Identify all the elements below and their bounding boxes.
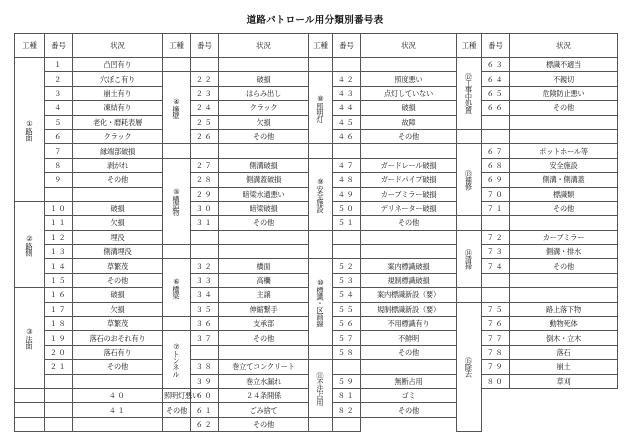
number-cell xyxy=(45,187,73,201)
number-cell: ６２ xyxy=(191,417,219,431)
number-cell: １７ xyxy=(45,302,73,316)
table-row xyxy=(15,72,618,86)
classification-table xyxy=(14,33,618,432)
status-cell: ポットホール等 xyxy=(510,144,618,158)
number-cell: ４８ xyxy=(333,173,361,187)
table-row xyxy=(15,417,618,431)
category-cell-empty xyxy=(309,58,333,72)
number-cell: ４１ xyxy=(73,403,163,417)
category-cell-empty xyxy=(309,144,333,158)
status-cell: 巻立水漏れ xyxy=(219,374,309,388)
number-cell: ７６ xyxy=(482,317,510,331)
header-status: 状況 xyxy=(510,34,618,58)
number-cell xyxy=(15,388,45,402)
status-cell: その他 xyxy=(219,331,309,345)
status-cell xyxy=(219,144,309,158)
number-cell: ２１ xyxy=(45,360,73,374)
status-cell: その他 xyxy=(219,216,309,230)
number-cell xyxy=(482,115,510,129)
number-cell: ４４ xyxy=(333,101,361,115)
number-cell xyxy=(191,345,219,359)
table-row xyxy=(15,259,618,273)
status-cell: その他 xyxy=(361,129,457,143)
status-cell: 側溝埋没 xyxy=(73,245,163,259)
status-cell xyxy=(219,245,309,259)
status-cell: 危険防止悪い xyxy=(510,86,618,100)
number-cell: ５４ xyxy=(333,288,361,302)
status-cell: その他 xyxy=(163,403,191,417)
status-cell xyxy=(219,230,309,244)
status-cell: 草繁茂 xyxy=(73,259,163,273)
status-cell: 標識類 xyxy=(510,187,618,201)
status-cell: 高欄 xyxy=(219,273,309,287)
number-cell: ３３ xyxy=(191,273,219,287)
status-cell: その他 xyxy=(219,417,309,431)
status-cell xyxy=(510,273,618,287)
number-cell: １９ xyxy=(45,331,73,345)
status-cell: その他 xyxy=(361,345,457,359)
header-kind: 工種 xyxy=(309,34,333,58)
status-cell xyxy=(163,417,191,431)
number-cell xyxy=(333,360,361,374)
status-cell: ２４条開係 xyxy=(219,388,309,402)
number-cell: ２５ xyxy=(191,115,219,129)
number-cell: ５ xyxy=(45,115,73,129)
number-cell: ６５ xyxy=(482,86,510,100)
header-row xyxy=(15,34,618,58)
status-cell: その他 xyxy=(73,360,163,374)
number-cell: ５５ xyxy=(333,302,361,316)
status-cell: 点灯していない xyxy=(361,86,457,100)
status-cell: クラック xyxy=(73,129,163,143)
status-cell: 凸凹有り xyxy=(73,58,163,72)
status-cell: 欠損 xyxy=(219,115,309,129)
number-cell xyxy=(191,144,219,158)
status-cell xyxy=(73,187,163,201)
table-row xyxy=(15,360,618,374)
status-cell xyxy=(361,144,457,158)
category-cell-empty xyxy=(309,345,333,359)
number-cell: ２８ xyxy=(191,173,219,187)
status-cell: 崩土有り xyxy=(73,86,163,100)
number-cell: １２ xyxy=(45,230,73,244)
status-cell xyxy=(361,230,457,244)
header-kind: 工種 xyxy=(163,34,191,58)
table-row xyxy=(15,58,618,72)
number-cell xyxy=(191,58,219,72)
number-cell: ２４ xyxy=(191,101,219,115)
number-cell: ６６ xyxy=(482,101,510,115)
number-cell xyxy=(333,230,361,244)
status-cell: 穴ぼこ有り xyxy=(73,72,163,86)
number-cell: ３２ xyxy=(191,259,219,273)
number-cell: ３４ xyxy=(191,288,219,302)
status-cell: 不用標識有り xyxy=(361,317,457,331)
status-cell: 規制標識新設（要） xyxy=(361,302,457,316)
number-cell: ５３ xyxy=(333,273,361,287)
status-cell: 落石のおそれ有り xyxy=(73,331,163,345)
category-cell: ④擁壁 xyxy=(163,72,191,144)
header-status: 状況 xyxy=(219,34,309,58)
number-cell: ２６ xyxy=(191,129,219,143)
number-cell: １ xyxy=(45,58,73,72)
header-status: 状況 xyxy=(73,34,163,58)
number-cell: ６９ xyxy=(482,173,510,187)
number-cell: ３８ xyxy=(191,360,219,374)
number-cell: ３ xyxy=(45,86,73,100)
status-cell: 巻立てコンクリート xyxy=(219,360,309,374)
number-cell: ２ xyxy=(45,72,73,86)
status-cell: カーブミラー破損 xyxy=(361,187,457,201)
page-title: 道路パトロール用分類別番号表 xyxy=(246,15,384,26)
status-cell: その他 xyxy=(510,201,618,215)
number-cell xyxy=(482,273,510,287)
number-cell: ６７ xyxy=(482,144,510,158)
status-cell: 破損 xyxy=(361,101,457,115)
status-cell: 故障 xyxy=(361,115,457,129)
number-cell xyxy=(191,230,219,244)
status-cell: 側溝・側溝蓋 xyxy=(510,173,618,187)
status-cell: 崩土 xyxy=(510,360,618,374)
category-cell: ①路面 xyxy=(15,58,45,202)
number-cell: ６ xyxy=(45,129,73,143)
number-cell: ４９ xyxy=(333,187,361,201)
status-cell xyxy=(45,417,73,431)
status-cell: 側溝・排水 xyxy=(510,245,618,259)
number-cell: ５０ xyxy=(333,201,361,215)
status-cell: 路上落下物 xyxy=(510,302,618,316)
status-cell: 支承部 xyxy=(219,317,309,331)
status-cell: ガードレール破損 xyxy=(361,158,457,172)
number-cell xyxy=(45,374,73,388)
category-cell-empty xyxy=(163,317,191,331)
status-cell: 案内標識新設（要） xyxy=(361,288,457,302)
number-cell: ７０ xyxy=(482,187,510,201)
number-cell: １６ xyxy=(45,288,73,302)
status-cell: 埋没 xyxy=(73,230,163,244)
status-cell: 橋面 xyxy=(219,259,309,273)
number-cell xyxy=(482,216,510,230)
number-cell: ３６ xyxy=(191,317,219,331)
number-cell: １８ xyxy=(45,317,73,331)
status-cell xyxy=(510,216,618,230)
header-kind: 工種 xyxy=(15,34,45,58)
category-cell-empty xyxy=(309,230,333,259)
status-cell: 照度悪い xyxy=(361,72,457,86)
status-cell: 破損 xyxy=(219,72,309,86)
status-cell: ガードパイプ破損 xyxy=(361,173,457,187)
table-row xyxy=(15,230,618,244)
header-number: 番号 xyxy=(191,34,219,58)
header-status: 状況 xyxy=(361,34,457,58)
status-cell: ごみ捨て xyxy=(219,403,309,417)
category-cell: ⑬補修 xyxy=(457,144,482,216)
status-cell xyxy=(361,360,457,374)
status-cell: 破損 xyxy=(73,201,163,215)
category-cell: ⑫工事中処置 xyxy=(457,58,482,130)
number-cell: ５６ xyxy=(333,317,361,331)
number-cell xyxy=(73,417,163,431)
status-cell: その他 xyxy=(361,403,457,417)
number-cell: ２７ xyxy=(191,158,219,172)
category-cell: ⑥橋梁 xyxy=(163,259,191,317)
status-cell: その他 xyxy=(510,101,618,115)
number-cell: １３ xyxy=(45,245,73,259)
category-cell: ⑮除去 xyxy=(457,302,482,432)
number-cell: ２９ xyxy=(191,187,219,201)
number-cell: ８１ xyxy=(333,388,361,402)
status-cell: その他 xyxy=(361,216,457,230)
number-cell: ２０ xyxy=(45,345,73,359)
number-cell: ８０ xyxy=(482,374,510,388)
status-cell: 主譲 xyxy=(219,288,309,302)
category-cell: ⑪不法占用 xyxy=(309,360,333,418)
status-cell xyxy=(219,58,309,72)
number-cell: １４ xyxy=(45,259,73,273)
number-cell: ４７ xyxy=(333,158,361,172)
status-cell xyxy=(333,417,361,431)
number-cell: ３９ xyxy=(191,374,219,388)
status-cell: クラック xyxy=(219,101,309,115)
number-cell: ７１ xyxy=(482,201,510,215)
status-cell: その他 xyxy=(73,173,163,187)
status-cell: 案内標識破損 xyxy=(361,259,457,273)
number-cell: ７７ xyxy=(482,331,510,345)
number-cell: ８２ xyxy=(333,403,361,417)
status-cell: 欠損 xyxy=(73,302,163,316)
number-cell: ７３ xyxy=(482,245,510,259)
number-cell: １５ xyxy=(45,273,73,287)
number-cell: ５２ xyxy=(333,259,361,273)
number-cell: ４２ xyxy=(333,72,361,86)
status-cell: 動物死体 xyxy=(510,317,618,331)
number-cell: １０ xyxy=(45,201,73,215)
table-row xyxy=(15,345,618,359)
number-cell: ６１ xyxy=(191,403,219,417)
status-cell xyxy=(510,129,618,143)
number-cell: ３５ xyxy=(191,302,219,316)
status-cell: 側溝破損 xyxy=(219,158,309,172)
table-row xyxy=(15,144,618,158)
category-cell: ⑩標識・区画線 xyxy=(309,259,333,345)
category-cell-empty xyxy=(457,129,482,143)
number-cell: ６８ xyxy=(482,158,510,172)
status-cell: デリネーター破損 xyxy=(361,201,457,215)
header-number: 番号 xyxy=(482,34,510,58)
number-cell: ５９ xyxy=(333,374,361,388)
status-cell xyxy=(510,288,618,302)
number-cell: ６０ xyxy=(191,388,219,402)
category-cell: ⑤構造物 xyxy=(163,158,191,244)
status-cell: 草刈 xyxy=(510,374,618,388)
status-cell: 草繁茂 xyxy=(73,317,163,331)
number-cell: ２３ xyxy=(191,86,219,100)
status-cell: 剥がれ xyxy=(73,158,163,172)
status-cell xyxy=(361,245,457,259)
status-cell: その他 xyxy=(219,129,309,143)
status-cell xyxy=(510,115,618,129)
number-cell: ６４ xyxy=(482,72,510,86)
number-cell xyxy=(482,288,510,302)
number-cell: ３０ xyxy=(191,201,219,215)
status-cell: 縁端部破損 xyxy=(73,144,163,158)
status-cell: 老化・磨耗表層 xyxy=(73,115,163,129)
status-cell xyxy=(219,345,309,359)
number-cell xyxy=(333,144,361,158)
table-row xyxy=(15,158,618,172)
number-cell: ７４ xyxy=(482,259,510,273)
status-cell: 暗梁破損 xyxy=(219,201,309,215)
number-cell xyxy=(15,417,45,431)
number-cell: ４０ xyxy=(73,388,163,402)
status-cell: 不鮮明 xyxy=(361,331,457,345)
number-cell xyxy=(191,245,219,259)
header-kind: 工種 xyxy=(457,34,482,58)
number-cell xyxy=(333,245,361,259)
status-cell xyxy=(45,403,73,417)
status-cell: 安全施設 xyxy=(510,158,618,172)
number-cell: ４５ xyxy=(333,115,361,129)
number-cell: ７８ xyxy=(482,345,510,359)
category-cell: ⑦トンネル xyxy=(163,331,191,389)
status-cell xyxy=(45,388,73,402)
category-cell-empty xyxy=(163,245,191,259)
category-cell: ②路側 xyxy=(15,201,45,287)
number-cell: ７５ xyxy=(482,302,510,316)
status-cell: はらみ出し xyxy=(219,86,309,100)
number-cell: ８ xyxy=(45,158,73,172)
category-cell-empty xyxy=(457,288,482,302)
status-cell: 規制標識破損 xyxy=(361,273,457,287)
category-cell-empty xyxy=(457,216,482,230)
number-cell: ７ xyxy=(45,144,73,158)
category-cell: ⑨安全施設 xyxy=(309,158,333,230)
status-cell: その他 xyxy=(73,273,163,287)
number-cell: ７２ xyxy=(482,230,510,244)
status-cell: 標識不適当 xyxy=(510,58,618,72)
number-cell xyxy=(15,403,45,417)
number-cell: ７９ xyxy=(482,360,510,374)
category-cell-empty xyxy=(163,144,191,158)
number-cell: ９ xyxy=(45,173,73,187)
header-number: 番号 xyxy=(333,34,361,58)
status-cell xyxy=(361,58,457,72)
category-cell: ⑧照明灯 xyxy=(309,72,333,144)
status-cell: 落石 xyxy=(510,345,618,359)
status-cell: 欠損 xyxy=(73,216,163,230)
number-cell: ３７ xyxy=(191,331,219,345)
status-cell: 凍結有り xyxy=(73,101,163,115)
number-cell: ３１ xyxy=(191,216,219,230)
status-cell: 落石有り xyxy=(73,345,163,359)
number-cell: ５８ xyxy=(333,345,361,359)
category-cell-empty xyxy=(163,58,191,72)
number-cell: ４６ xyxy=(333,129,361,143)
number-cell xyxy=(309,417,333,431)
status-cell: 倒木・立木 xyxy=(510,331,618,345)
status-cell: 照明灯悪い xyxy=(163,388,191,402)
number-cell: ４３ xyxy=(333,86,361,100)
status-cell: 側溝蓋破損 xyxy=(219,173,309,187)
number-cell: ５７ xyxy=(333,331,361,345)
number-cell xyxy=(482,129,510,143)
category-cell: ③法面 xyxy=(15,288,45,389)
number-cell: ２２ xyxy=(191,72,219,86)
number-cell: １１ xyxy=(45,216,73,230)
status-cell: カーブミラー xyxy=(510,230,618,244)
status-cell xyxy=(73,374,163,388)
number-cell: ６３ xyxy=(482,58,510,72)
status-cell: 不親切 xyxy=(510,72,618,86)
status-cell: ゴミ xyxy=(361,388,457,402)
number-cell: ５１ xyxy=(333,216,361,230)
header-number: 番号 xyxy=(45,34,73,58)
status-cell: 暗梁水通悪い xyxy=(219,187,309,201)
status-cell: 伸縮繋手 xyxy=(219,302,309,316)
status-cell: その他 xyxy=(510,259,618,273)
number-cell: ４ xyxy=(45,101,73,115)
category-cell: ⑭清掃 xyxy=(457,230,482,288)
status-cell: 破損 xyxy=(73,288,163,302)
status-cell: 無断占用 xyxy=(361,374,457,388)
number-cell xyxy=(333,58,361,72)
